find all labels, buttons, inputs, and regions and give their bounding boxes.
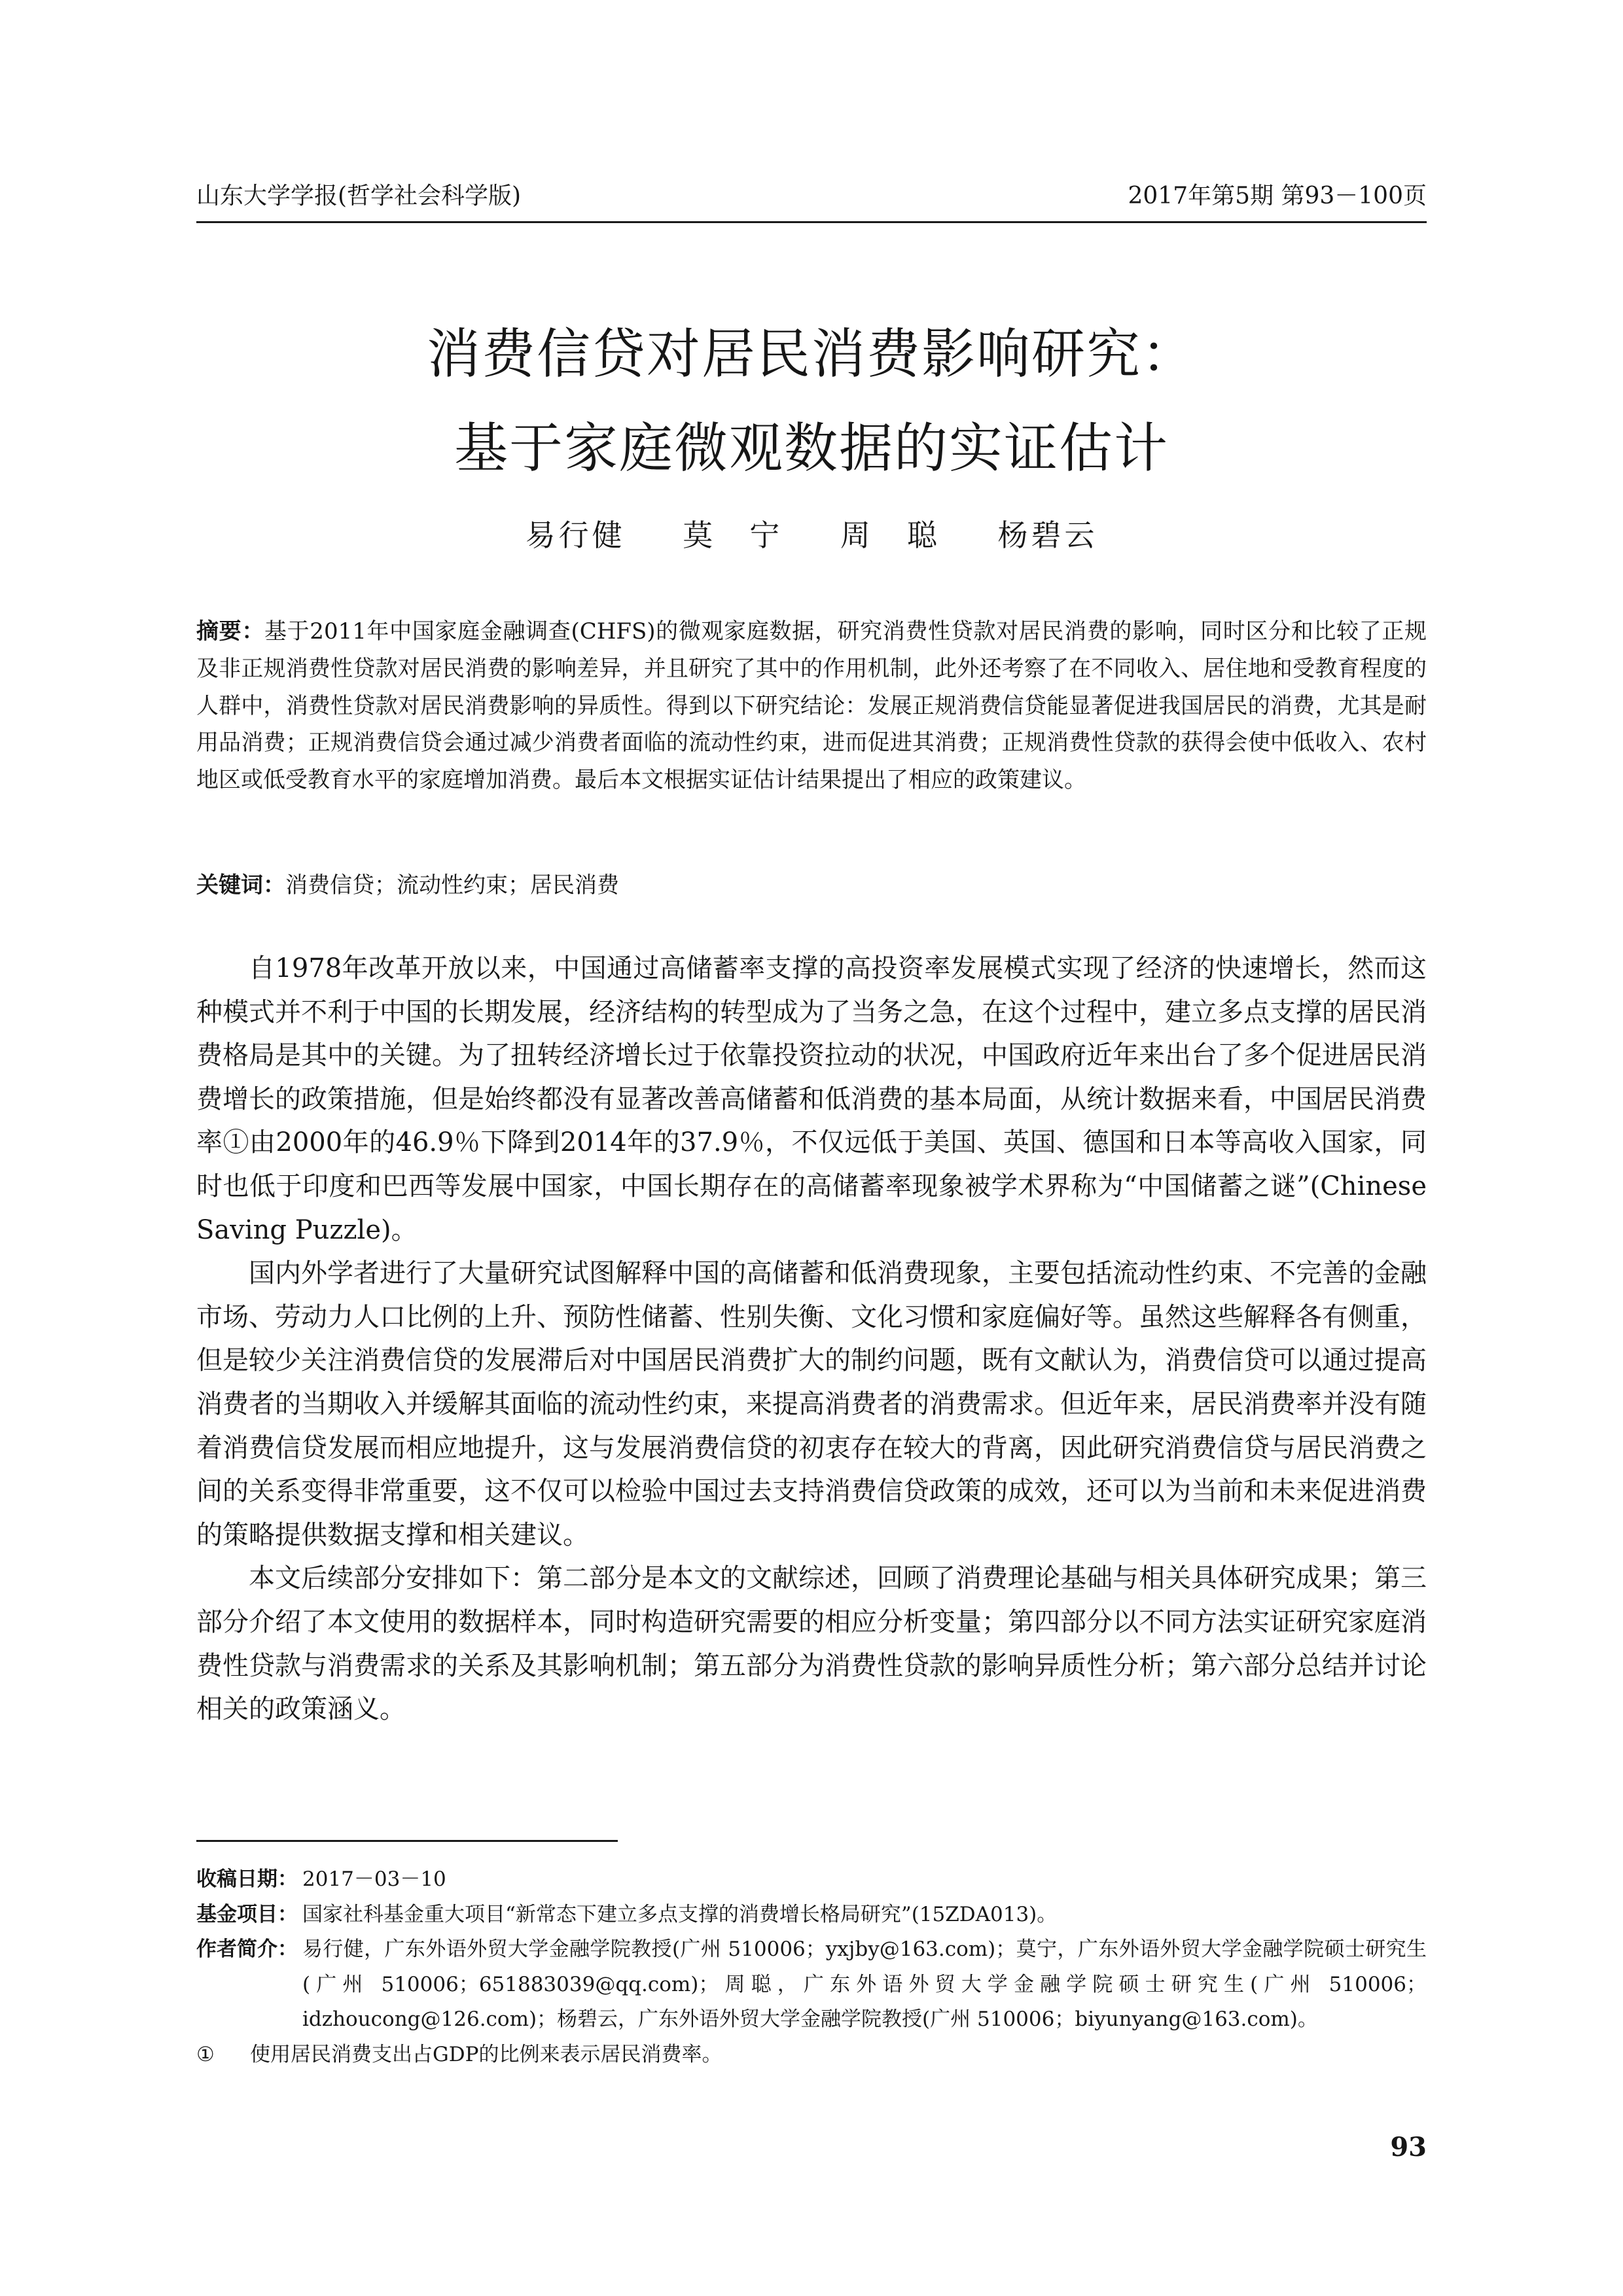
footnote-received	[196, 1862, 1427, 1898]
footnote-rule	[196, 1840, 618, 1842]
author-2: 莫 宁	[683, 518, 783, 553]
body-paragraph-2: 国内外学者进行了大量研究试图解释中国的高储蓄和低消费现象，主要包括流动性约束、不完善的金融市场、劳动力人口比例的上升、预防性储蓄、性别失衡、文化习惯和家庭偏好等。虽然这些解释各有侧重，但是较少关注消费信贷的发展滞后对中国居民消费扩大的制约问题，既有文献认为，消费信贷可以通过提高消费者的当期收入并缓解其面临的流动性约束，来提高消费者的消费需求。但近年来，居民消费率并没有随着消费信贷发展而相应地提升，这与发展消费信贷的初衷存在较大的背离，因此研究消费信贷与居民消费之间的关系变得非常重要，这不仅可以检验中国过去支持消费信贷政策的成效，还可以为当前和未来促进消费的策略提供数据支撑和相关建议。	[196, 1258, 1427, 1550]
footnote-fund	[196, 1898, 1427, 1933]
keywords-text: 消费信贷；流动性约束；居民消费	[285, 872, 619, 898]
fund-text: 国家社科基金重大项目“新常态下建立多点支撑的消费增长格局研究”(15ZDA013)。	[302, 1902, 1058, 1926]
abstract-label: 摘要：	[196, 618, 264, 645]
fund-label: 基金项目：	[196, 1902, 298, 1926]
body-paragraph-3: 本文后续部分安排如下：第二部分是本文的文献综述，回顾了消费理论基础与相关具体研究成果；第三部分介绍了本文使用的数据样本，同时构造研究需要的相应分析变量；第四部分以不同方法实证研究家庭消费性贷款与消费需求的关系及其影响机制；第五部分为消费性贷款的影响异质性分析；第六部分总结并讨论相关的政策涵义。	[196, 1563, 1427, 1725]
authors-label: 作者简介：	[196, 1937, 298, 1961]
title-line-1: 消费信贷对居民消费影响研究：	[426, 323, 1196, 385]
issue-info: 2017年第5期 第93－100页	[1128, 183, 1427, 209]
author-4: 杨碧云	[997, 518, 1098, 553]
footnote-authors	[196, 1932, 1427, 2038]
footnote-mark: ①	[196, 2042, 215, 2066]
footnotes	[196, 1862, 1427, 2072]
running-header	[196, 182, 1427, 211]
author-3: 周 聪	[840, 518, 940, 553]
article-title	[196, 322, 1427, 482]
keywords-label: 关键词：	[196, 872, 285, 898]
footnote-1-text: 使用居民消费支出占GDP的比例来表示居民消费率。	[250, 2042, 722, 2066]
page-number: 93	[1390, 2132, 1427, 2163]
authors-bio: 易行健，广东外语外贸大学金融学院教授(广州 510006；yxjby@163.com)；莫宁，广东外语外贸大学金融学院硕士研究生(广州 510006；651883039@qq.com)；周聪，广东外语外贸大学金融学院硕士研究生(广州 510006；idzhoucong@126.com)；杨碧云，广东外语外贸大学金融学院教授(广州 510006；biyunyang@163.com)。	[302, 1937, 1427, 2031]
keywords	[196, 867, 1427, 904]
journal-name: 山东大学学报(哲学社会科学版)	[196, 183, 522, 209]
footnote-1	[196, 2038, 1427, 2073]
abstract-text: 基于2011年中国家庭金融调查(CHFS)的微观家庭数据，研究消费性贷款对居民消费的影响，同时区分和比较了正规及非正规消费性贷款对居民消费的影响差异，并且研究了其中的作用机制，此外还考察了在不同收入、居住地和受教育程度的人群中，消费性贷款对居民消费影响的异质性。得到以下研究结论：发展正规消费信贷能显著促进我国居民的消费，尤其是耐用品消费；正规消费信贷会通过减少消费者面临的流动性约束，进而促进其消费；正规消费性贷款的获得会使中低收入、农村地区或低受教育水平的家庭增加消费。最后本文根据实证估计结果提出了相应的政策建议。	[196, 618, 1427, 794]
title-line-2: 基于家庭微观数据的实证估计	[454, 417, 1169, 480]
author-1: 易行健	[525, 518, 626, 553]
received-label: 收稿日期：	[196, 1867, 298, 1891]
body-paragraph-1: 自1978年改革开放以来，中国通过高储蓄率支撑的高投资率发展模式实现了经济的快速增长，然而这种模式并不利于中国的长期发展，经济结构的转型成为了当务之急，在这个过程中，建立多点支撑的居民消费格局是其中的关键。为了扭转经济增长过于依靠投资拉动的状况，中国政府近年来出台了多个促进居民消费增长的政策措施，但是始终都没有显著改善高储蓄和低消费的基本局面，从统计数据来看，中国居民消费率①由2000年的46.9％下降到2014年的37.9％，不仅远低于美国、英国、德国和日本等高收入国家，同时也低于印度和巴西等发展中国家，中国长期存在的高储蓄率现象被学术界称为“中国储蓄之谜”(Chinese Saving Puzzle)。	[196, 953, 1427, 1245]
header-rule	[196, 221, 1427, 223]
abstract	[196, 613, 1427, 799]
author-list	[196, 517, 1427, 554]
body-text	[196, 947, 1427, 1731]
received-date: 2017－03－10	[302, 1867, 446, 1891]
